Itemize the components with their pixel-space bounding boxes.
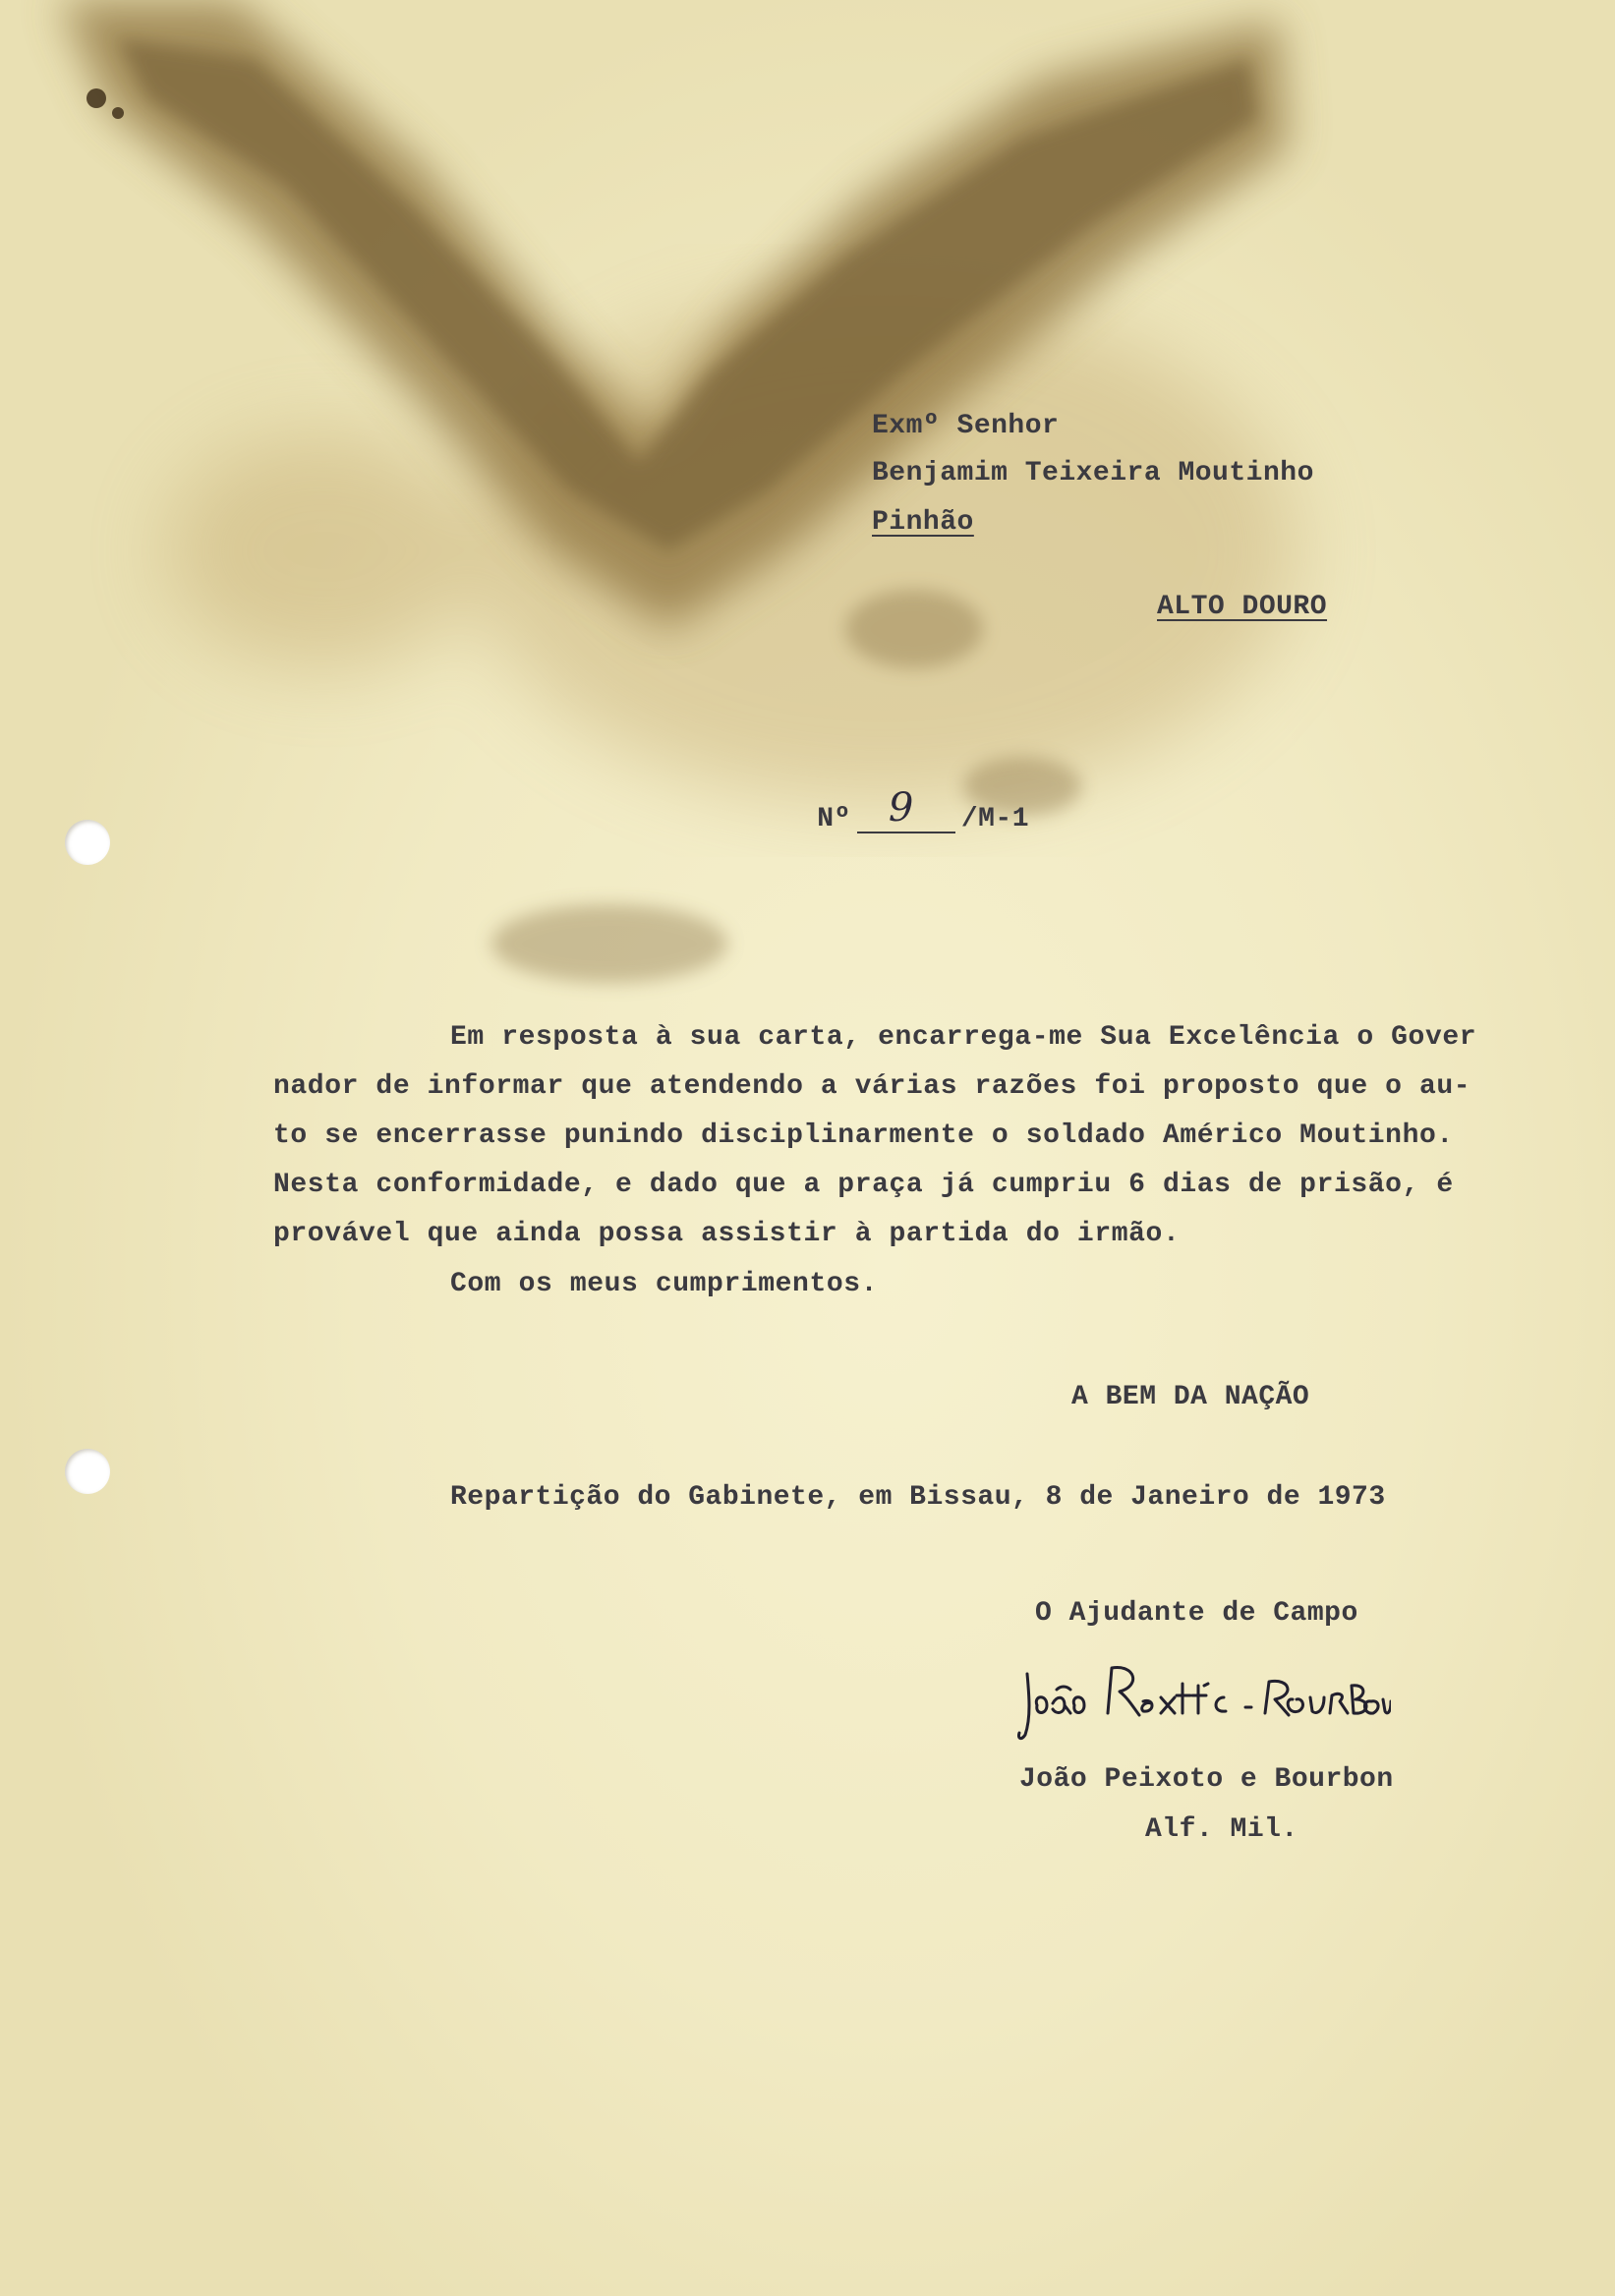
recipient-name: Benjamim Teixeira Moutinho <box>872 458 1314 488</box>
signatory-title: O Ajudante de Campo <box>1035 1598 1358 1629</box>
body-line-2: nador de informar que atendendo a várias razões foi proposto que o au- <box>273 1071 1471 1102</box>
body-line-4: Nesta conformidade, e dado que a praça já cumpriu 6 dias de prisão, é <box>273 1170 1454 1200</box>
body-line-3: to se encerrasse punindo disciplinarmente o soldado Américo Moutinho. <box>273 1120 1454 1151</box>
water-stain <box>0 0 1615 1081</box>
body-line-1: Em resposta à sua carta, encarrega-me Sua Excelência o Gover <box>450 1022 1477 1053</box>
place-date: Repartição do Gabinete, em Bissau, 8 de Janeiro de 1973 <box>450 1482 1386 1513</box>
punch-hole-bottom <box>65 1449 110 1494</box>
signatory-name: João Peixoto e Bourbon <box>1019 1764 1394 1795</box>
body-line-5: provável que ainda possa assistir à partida do irmão. <box>273 1219 1181 1249</box>
reference-suffix: /M-1 <box>960 804 1030 834</box>
reference-number <box>749 776 1029 861</box>
body-line-6: Com os meus cumprimentos. <box>450 1269 879 1299</box>
recipient-salutation: Exmº Senhor <box>872 411 1060 441</box>
handwritten-signature <box>1017 1656 1391 1745</box>
closing-formula: A BEM DA NAÇÃO <box>1071 1382 1310 1412</box>
punch-hole-top <box>65 820 110 865</box>
reference-handwritten-number: 9 <box>888 785 914 831</box>
recipient-region: ALTO DOURO <box>1157 592 1328 622</box>
recipient-town: Pinhão <box>872 507 974 538</box>
reference-prefix: Nº <box>817 804 851 834</box>
signatory-rank: Alf. Mil. <box>1145 1814 1298 1845</box>
reference-blank <box>857 785 955 833</box>
